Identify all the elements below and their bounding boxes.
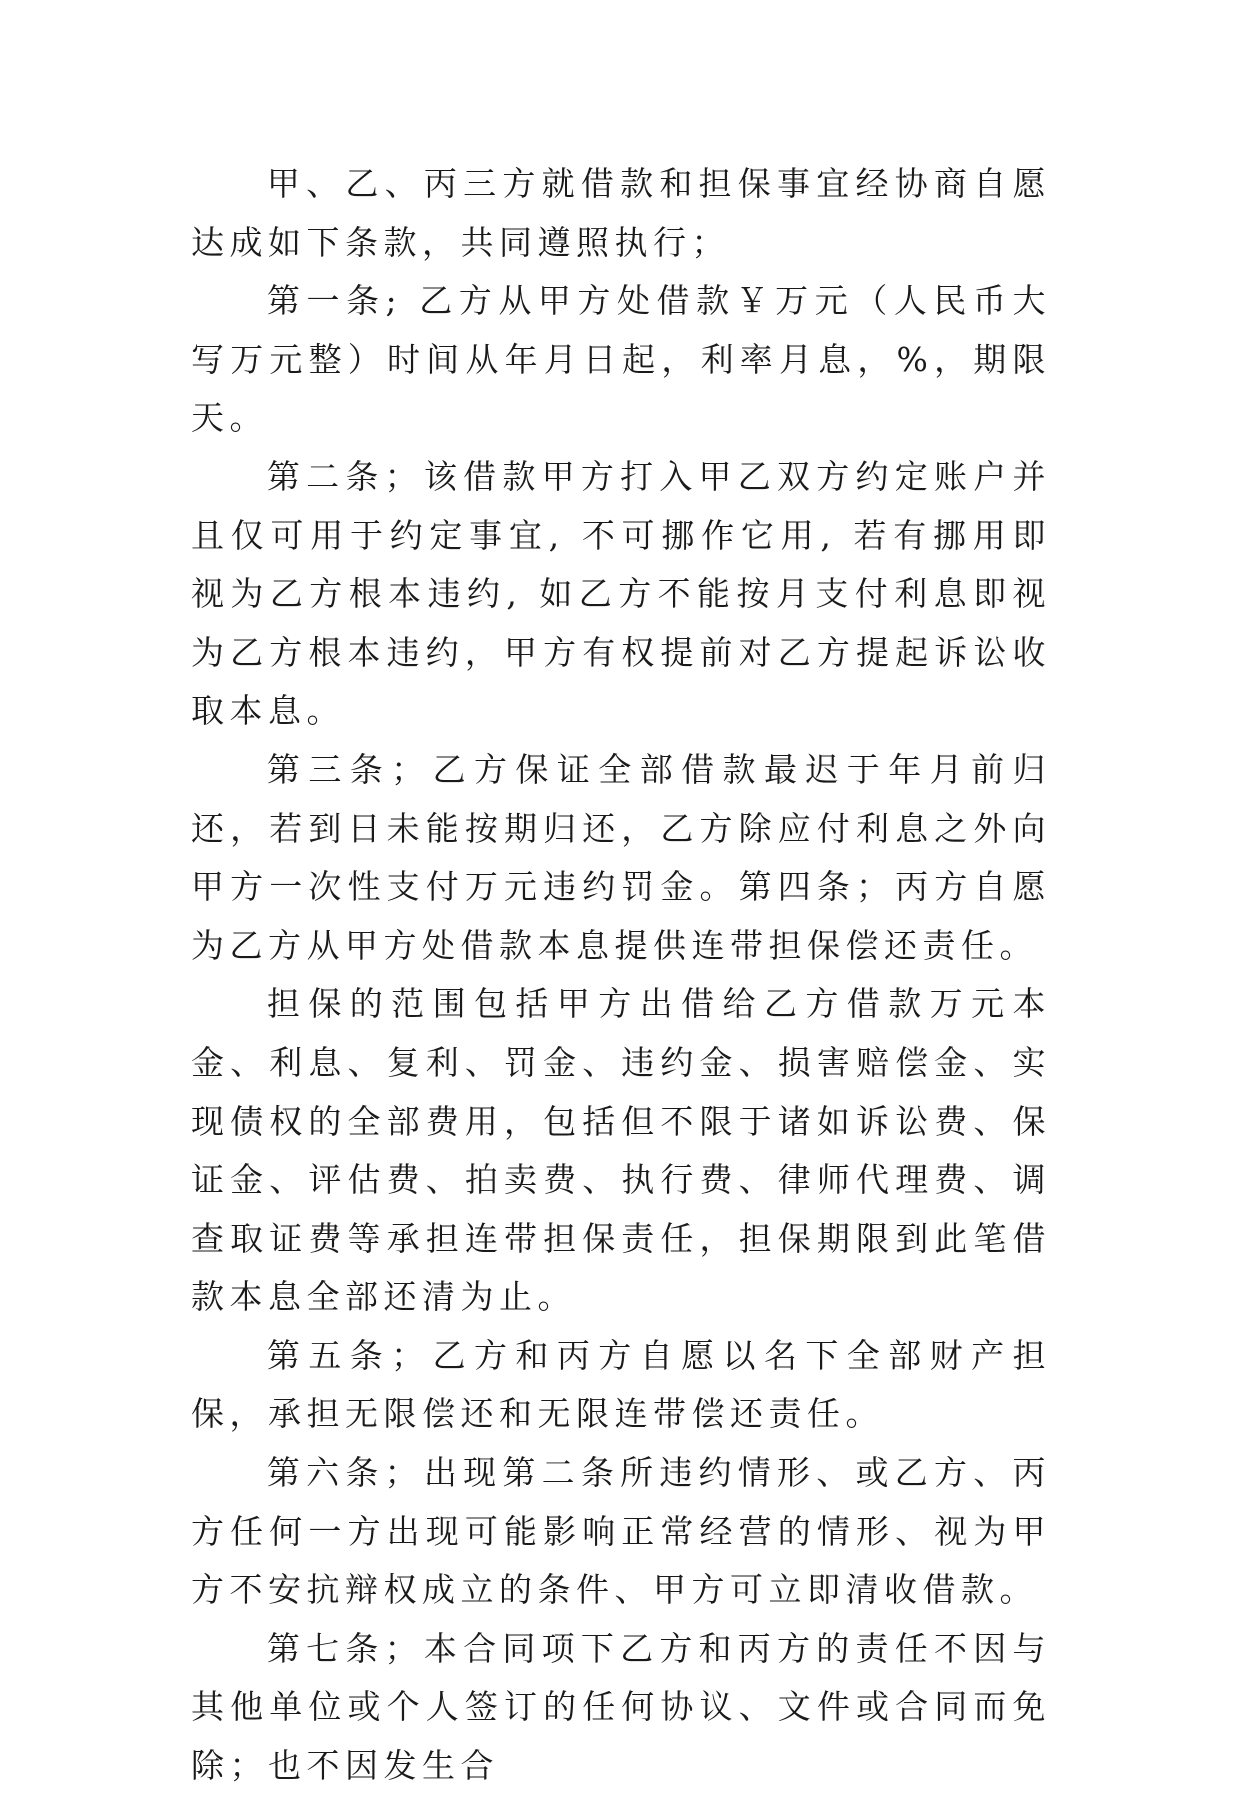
paragraph-preamble: 甲、乙、丙三方就借款和担保事宜经协商自愿达成如下条款，共同遵照执行； [191,164,1051,262]
paragraph-article-2: 第二条；该借款甲方打入甲乙双方约定账户并且仅可用于约定事宜, 不可挪作它用, 若有挪用即视为乙方根本违约, 如乙方不能按月支付利息即视为乙方根本违约，甲方有权提前对乙方提起诉讼收取本息。 [191,456,1051,731]
paragraph-article-5: 第五条；乙方和丙方自愿以名下全部财产担保，承担无限偿还和无限连带偿还责任。 [191,1335,1051,1434]
paragraph-article-7: 第七条；本合同项下乙方和丙方的责任不因与其他单位或个人签订的任何协议、文件或合同而免除；也不因发生合 [191,1628,1051,1786]
paragraph-article-1: 第一条; 乙方从甲方处借款￥万元（人民币大写万元整）时间从年月日起，利率月息，%，期限天。 [191,281,1051,438]
paragraph-article-3-4: 第三条；乙方保证全部借款最迟于年月前归还，若到日未能按期归还，乙方除应付利息之外向甲方一次性支付万元违约罚金。第四条；丙方自愿为乙方从甲方处借款本息提供连带担保偿还责任。 [191,749,1051,965]
contract-body [191,155,1051,1796]
paragraph-article-6: 第六条；出现第二条所违约情形、或乙方、丙方任何一方出现可能影响正常经营的情形、视为甲方不安抗辩权成立的条件、甲方可立即清收借款。 [191,1453,1051,1610]
paragraph-guarantee-scope: 担保的范围包括甲方出借给乙方借款万元本金、利息、复利、罚金、违约金、损害赔偿金、实现债权的全部费用，包括但不限于诸如诉讼费、保证金、评估费、拍卖费、执行费、律师代理费、调查取证费等承担连带担保责任，担保期限到此笔借款本息全部还清为止。 [191,984,1051,1317]
